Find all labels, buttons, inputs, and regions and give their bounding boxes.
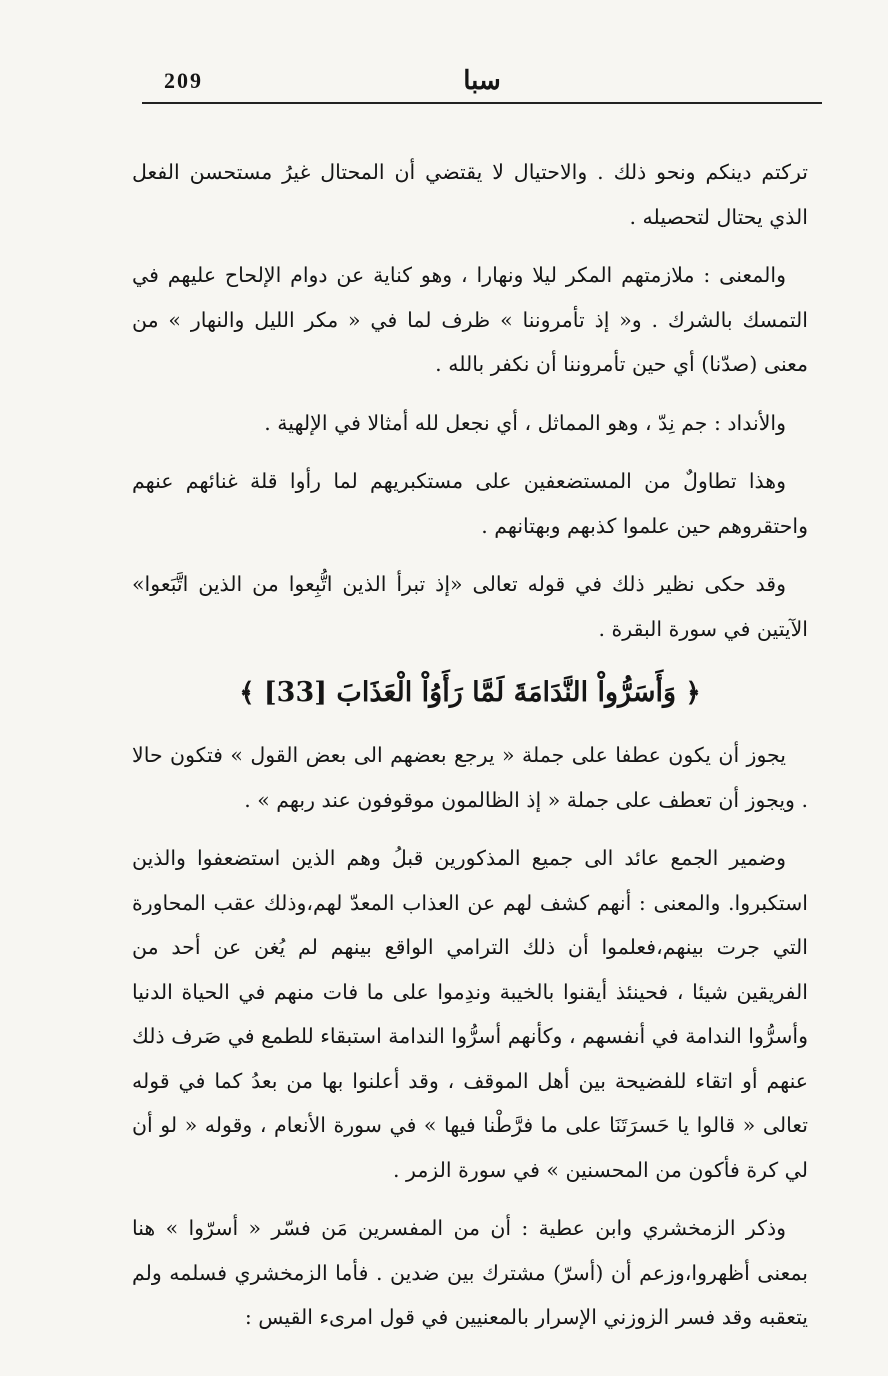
paragraph: يجوز أن يكون عطفا على جملة « يرجع بعضهم الى بعض القول » فتكون حالا . ويجوز أن تعطف على جملة « إذ الظالمون موقوفون عند ربهم » . [132,743,808,812]
paragraph: وقد حكى نظير ذلك في قوله تعالى «إذ تبرأ الذين اتُّبِعوا من الذين اتَّبَعوا» الآيتين في سورة البقرة . [132,572,808,641]
header-rule [142,102,822,104]
verse-text: وَأَسَرُّواْ النَّدَامَةَ لَمَّا رَأَوُاْ الْعَذَابَ [336,677,677,708]
paragraph: وضمير الجمع عائد الى جميع المذكورين قبلُ وهم الذين استضعفوا والذين استكبروا. والمعنى : أنهم كشف لهم عن العذاب المعدّ لهم،وذلك عقب المحاورة التي جرت بينهم،فعلموا أن ذلك الترامي الواقع بينهم لم يُغن عن أحد من الفريقين شيئا ، فحينئذ أيقنوا بالخيبة وندِموا على ما فات منهم في الحياة الدنيا وأسرُّوا الندامة في أنفسهم ، وكأنهم أسرُّوا الندامة استبقاء للطمع في صَرف ذلك عنهم أو اتقاء للفضيحة بين أهل الموقف ، وقد أعلنوا بها من بعدُ كما في قوله تعالى « قالوا يا حَسرَتَنَا على ما فرَّطْنا فيها » في سورة الأنعام ، وقوله « لو أن لي كرة فأكون من المحسنين » في سورة الزمر . [132,846,808,1182]
quran-verse [132,669,808,717]
paragraph: والأنداد : جم نِدّ ، وهو المماثل ، أي نجعل لله أمثالا في الإلهية . [264,410,786,435]
verse-number: [33] [263,677,328,708]
page-body [132,150,808,1354]
paragraph: وذكر الزمخشري وابن عطية : أن من المفسرين مَن فسّر « أسرّوا » هنا بمعنى أظهروا،وزعم أن (أسرّ) مشترك بين ضدين . فأما الزمخشري فسلمه ولم يتعقبه وقد فسر الزوزني الإسرار بالمعنيين في قول امرىء القيس : [132,1216,808,1329]
paragraph: وهذا تطاولٌ من المستضعفين على مستكبريهم لما رأوا قلة غنائهم عنهم واحتقروهم حين علموا كذبهم وبهتانهم . [132,469,808,538]
paragraph: والمعنى : ملازمتهم المكر ليلا ونهارا ، وهو كناية عن دوام الإلحاح عليهم في التمسك بالشرك . و« إذ تأمروننا » ظرف لما في « مكر الليل والنهار » من معنى (صدّنا) أي حين تأمروننا أن نكفر بالله . [132,263,808,376]
verse-open-bracket: ﴿ [685,678,701,708]
page-header [142,62,822,112]
verse-close-bracket: ﴾ [239,678,255,708]
page-number: 209 [164,68,203,93]
running-title: سبا [463,66,501,96]
paragraph: تركتم دينكم ونحو ذلك . والاحتيال لا يقتضي أن المحتال غيرُ مستحسن الفعل الذي يحتال لتحصيله . [132,160,808,229]
